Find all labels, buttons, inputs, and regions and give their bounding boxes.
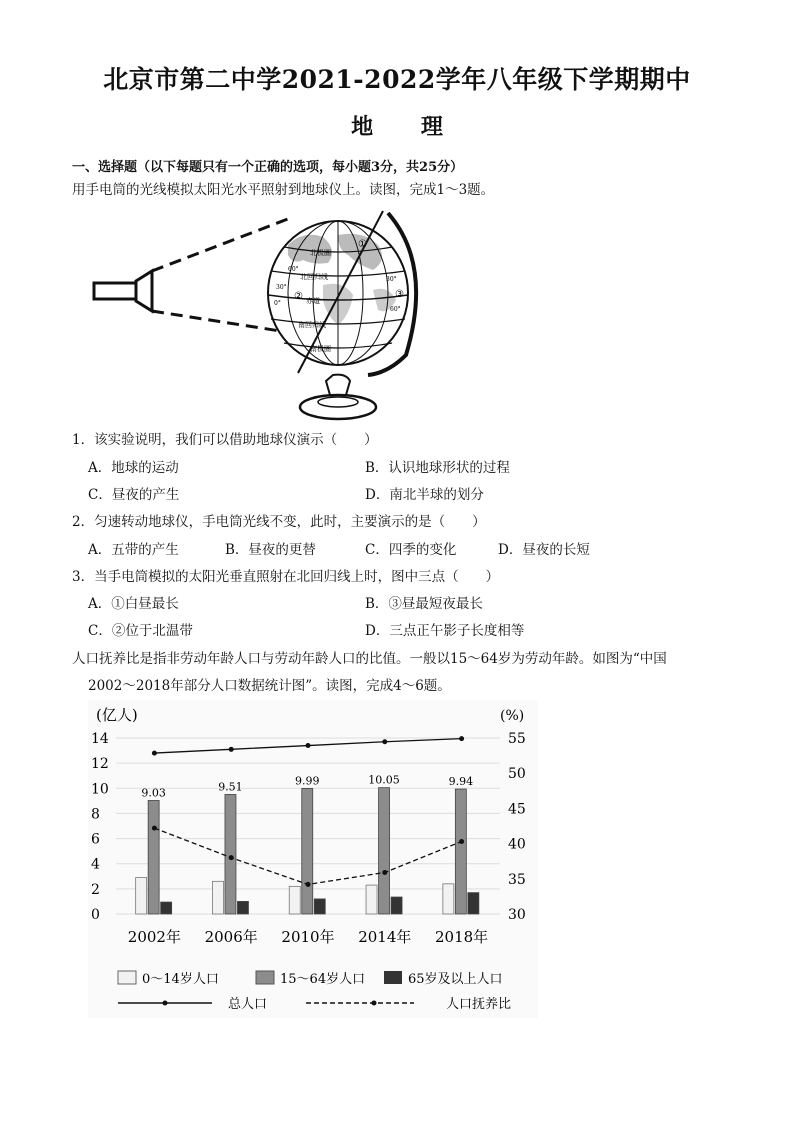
question-2-stem: 2．匀速转动地球仪，手电筒光线不变，此时，主要演示的是（ ） <box>72 514 486 530</box>
mark-2: ② <box>294 291 303 302</box>
question-3-stem: 3．当手电筒模拟的太阳光垂直照射在北回归线上时，图中三点（ ） <box>72 569 500 585</box>
y-tick-right: 35 <box>508 871 526 888</box>
deg-60: 60° <box>288 266 299 273</box>
q2-option-c[interactable]: C．四季的变化 <box>365 542 457 558</box>
bar-age-0-14 <box>136 878 147 914</box>
mark-3: ③ <box>395 289 404 300</box>
y-tick-left: 6 <box>91 831 100 848</box>
bar-data-label: 9.99 <box>295 774 320 788</box>
y-axis-left-label: (亿人) <box>96 706 138 724</box>
bar-age-15-64 <box>225 794 236 914</box>
q2-option-d[interactable]: D．昼夜的长短 <box>498 542 590 558</box>
y-tick-right: 55 <box>508 731 526 747</box>
globe-flashlight-figure <box>88 205 428 425</box>
label-antarctic: 南极圈 <box>310 345 331 353</box>
line-point <box>382 739 387 744</box>
line-point <box>229 855 234 860</box>
subject-title: 地 理 <box>351 114 443 140</box>
legend-label-65plus: 65岁及以上人口 <box>408 972 503 987</box>
deg-60s: 60° <box>390 306 401 313</box>
x-category-label: 2018年 <box>435 928 489 946</box>
y-tick-right: 40 <box>508 836 526 853</box>
legend-label-dependency: 人口抚养比 <box>446 997 512 1012</box>
q1-option-b[interactable]: B．认识地球形状的过程 <box>365 460 510 476</box>
y-tick-left: 10 <box>91 781 109 798</box>
x-category-label: 2014年 <box>358 928 412 946</box>
section-intro: 用手电筒的光线模拟太阳光水平照射到地球仪上。读图，完成1～3题。 <box>72 182 495 198</box>
deg-30: 30° <box>276 284 287 291</box>
line-point <box>229 747 234 752</box>
line-point <box>306 882 311 887</box>
line-point <box>459 736 464 741</box>
y-tick-left: 14 <box>91 731 109 747</box>
bar-age-0-14 <box>366 885 377 914</box>
bar-age-65-plus <box>161 902 172 914</box>
mark-1: ① <box>358 239 367 250</box>
y-tick-right: 45 <box>508 801 526 818</box>
legend-swatch-15-64 <box>256 971 274 984</box>
y-tick-right: 30 <box>508 907 526 923</box>
bar-age-65-plus <box>391 897 402 914</box>
q3-option-c[interactable]: C．②位于北温带 <box>88 623 193 639</box>
q1-option-c[interactable]: C．昼夜的产生 <box>88 487 180 503</box>
passage-line-2: 2002～2018年部分人口数据统计图”。读图，完成4～6题。 <box>88 678 451 694</box>
line-point <box>306 743 311 748</box>
bar-data-label: 10.05 <box>368 773 400 787</box>
label-tropic-s: 南回归线 <box>298 321 326 329</box>
bar-age-65-plus <box>237 901 248 914</box>
y-tick-left: 12 <box>91 756 109 773</box>
x-category-label: 2002年 <box>127 928 181 946</box>
y-tick-right: 50 <box>508 766 526 783</box>
line-point <box>459 839 464 844</box>
legend-label-15-64: 15～64岁人口 <box>280 972 366 987</box>
passage-line-1: 人口抚养比是指非劳动年龄人口与劳动年龄人口的比值。一般以15～64岁为劳动年龄。如图为“中国 <box>72 651 667 667</box>
question-1-stem: 1．该实验说明，我们可以借助地球仪演示（ ） <box>72 432 378 448</box>
population-chart <box>88 700 538 1018</box>
globe-icon <box>268 211 416 419</box>
bar-data-label: 9.03 <box>141 786 166 800</box>
q1-option-d[interactable]: D．南北半球的划分 <box>365 487 484 503</box>
y-tick-left: 0 <box>91 907 100 923</box>
legend-swatch-0-14 <box>118 971 136 984</box>
legend-label-0-14: 0～14岁人口 <box>142 972 219 987</box>
bar-age-0-14 <box>212 881 223 914</box>
line-point <box>382 870 387 875</box>
deg-0: 0° <box>274 300 281 307</box>
label-equator: 赤道 <box>306 297 320 305</box>
x-category-label: 2010年 <box>281 928 335 946</box>
bar-data-label: 9.94 <box>448 775 474 789</box>
legend-label-total: 总人口 <box>228 997 268 1012</box>
y-tick-left: 2 <box>91 881 100 898</box>
bar-age-0-14 <box>443 884 454 914</box>
y-tick-left: 8 <box>91 806 100 823</box>
label-arctic: 北极圈 <box>310 249 331 257</box>
q3-option-b[interactable]: B．③昼最短夜最长 <box>365 596 483 612</box>
x-category-label: 2006年 <box>204 928 258 946</box>
bar-age-15-64 <box>379 788 390 914</box>
y-axis-right-label: (%) <box>500 708 525 724</box>
y-tick-left: 4 <box>91 856 100 873</box>
q3-option-d[interactable]: D．三点正午影子长度相等 <box>365 623 525 639</box>
bar-age-15-64 <box>455 789 466 914</box>
q3-option-a[interactable]: A．①白昼最长 <box>88 596 179 612</box>
q1-option-a[interactable]: A．地球的运动 <box>88 460 179 476</box>
bar-age-65-plus <box>468 893 479 914</box>
bar-age-65-plus <box>314 899 325 914</box>
bar-age-15-64 <box>148 800 159 914</box>
bar-data-label: 9.51 <box>218 780 243 794</box>
section-heading: 一、选择题（以下每题只有一个正确的选项，每小题3分，共25分） <box>72 160 464 175</box>
line-point <box>152 826 157 831</box>
page-title: 北京市第二中学2021-2022学年八年级下学期期中 <box>103 65 691 94</box>
flashlight-icon <box>94 283 136 299</box>
bar-age-0-14 <box>289 886 300 914</box>
legend-swatch-65plus <box>384 971 402 984</box>
deg-30s: 30° <box>386 276 397 283</box>
bar-age-15-64 <box>302 788 313 914</box>
q2-option-a[interactable]: A．五带的产生 <box>88 542 179 558</box>
q2-option-b[interactable]: B．昼夜的更替 <box>225 542 316 558</box>
line-point <box>152 751 157 756</box>
label-tropic-n: 北回归线 <box>300 273 328 281</box>
